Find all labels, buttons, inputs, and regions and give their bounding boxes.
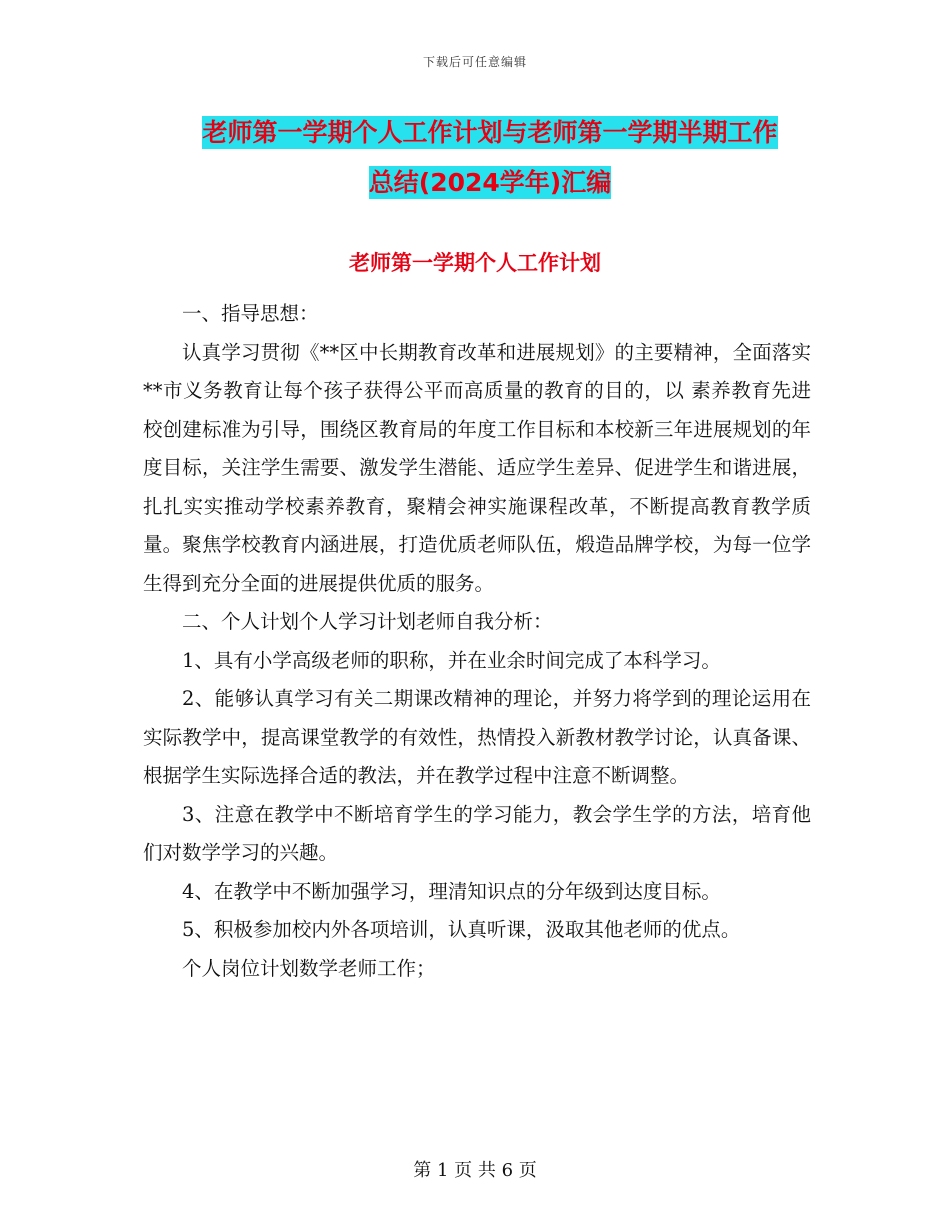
paragraph-guiding-ideology-heading: 一、指导思想： bbox=[182, 302, 319, 325]
document-title-line-1: 老师第一学期个人工作计划与老师第一学期半期工作 bbox=[202, 118, 778, 147]
header-note: 下载后可任意编辑 bbox=[422, 55, 527, 69]
document-body bbox=[143, 295, 811, 988]
paragraph-item-2: 2、能够认真学习有关二期课改精神的理论，并努力将学到的理论运用在实际教学中，提高课堂教学的有效性，热情投入新教材教学讨论，认真备课、根据学生实际选择合适的教法，并在教学过程中注意不断调整。 bbox=[143, 687, 811, 787]
document-title-line-2: 总结(2024学年)汇编 bbox=[368, 168, 612, 197]
section-title: 老师第一学期个人工作计划 bbox=[349, 251, 601, 275]
page-number: 第 1 页 共 6 页 bbox=[413, 1160, 537, 1181]
document-title bbox=[140, 108, 840, 208]
paragraph-item-5: 5、积极参加校内外各项培训，认真听课，汲取其他老师的优点。 bbox=[182, 918, 741, 941]
paragraph-job-plan: 个人岗位计划数学老师工作； bbox=[182, 956, 436, 980]
paragraph-item-4: 4、在教学中不断加强学习，理清知识点的分年级到达度目标。 bbox=[182, 879, 721, 903]
paragraph-item-1: 1、具有小学高级老师的职称，并在业余时间完成了本科学习。 bbox=[182, 648, 721, 672]
paragraph-self-analysis-heading: 二、个人计划个人学习计划老师自我分析： bbox=[182, 610, 553, 633]
paragraph-item-3: 3、注意在教学中不断培育学生的学习能力，教会学生学的方法，培育他们对数学学习的兴趣。 bbox=[143, 802, 811, 864]
paragraph-guiding-ideology: 认真学习贯彻《**区中长期教育改革和进展规划》的主要精神，全面落实**市义务教育让每个孩子获得公平而高质量的教育的目的，以 素养教育先进校创建标准为引导，围绕区教育局的年度工作目标和本校新三年进展规划的年度目标，关注学生需要、激发学生潜能、适应学生差异、促进学生和谐进展，扎扎实实推动学校素养教育，聚精会神实施课程改革，不断提高教育教学质量。聚焦学校教育内涵进展，打造优质老师队伍，煅造品牌学校，为每一位学生得到充分全面的进展提供优质的服务。 bbox=[143, 340, 811, 595]
